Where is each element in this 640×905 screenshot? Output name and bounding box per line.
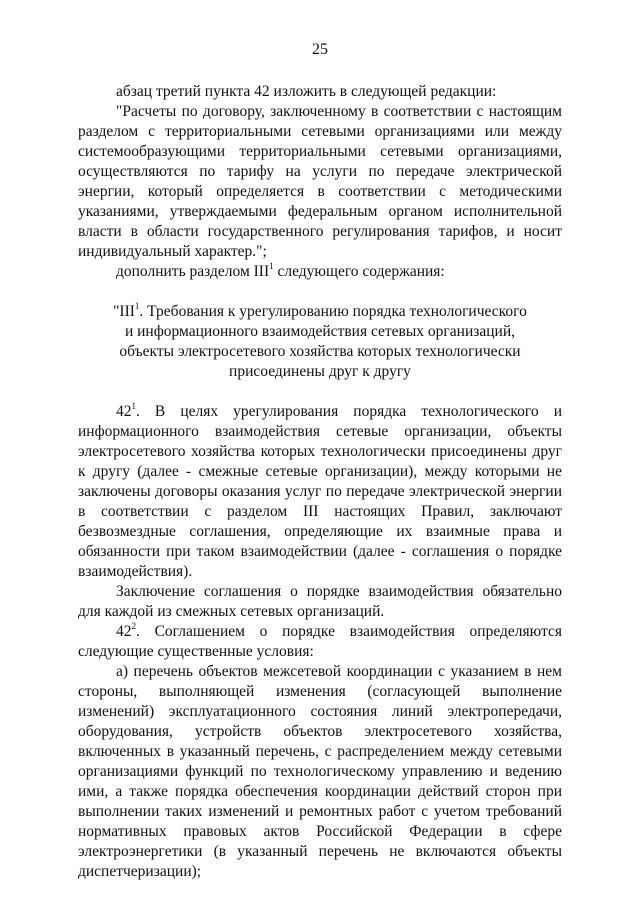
section-heading-line-1: "III$^1$. Требования к урегулированию порядка технологического (113, 300, 527, 320)
section-heading (78, 302, 562, 382)
section-heading-superscript: 1 (134, 300, 140, 311)
paragraph-subitem-a: а) перечень объектов межсетевой координации с указанием в нем стороны, выполняющей изменения (согласующей выполнение изменений) эксплуатационного состояния линий электропередачи, оборудования, устройств объектов электросетевого хозяйства, включенных в указанный перечень, с распределением между сетевыми организациями функций по технологическому управлению и ведению ими, а также порядка обеспечения координации действий сторон при выполнении таких изменений и ремонтных работ с учетом требований нормативных правовых актов Российской Федерации в сфере электроэнергетики (в указанный перечень не включаются объекты диспетчеризации); (78, 663, 562, 880)
add-section-superscript: 1 (269, 260, 274, 271)
item-number: 42 (116, 403, 132, 420)
add-section-text-post: следующего содержания: (273, 263, 445, 280)
page-number: 25 (312, 41, 328, 58)
section-heading-line-3: объекты электросетевого хозяйства которых технологически (119, 343, 521, 360)
item-text: . Соглашением о порядке взаимодействия определяются следующие существенные условия: (78, 623, 562, 660)
paragraph-item-42-1 (78, 402, 562, 582)
section-heading-line-4: присоединены друг к другу (229, 363, 411, 380)
section-heading-line-2: и информационного взаимодействия сетевых организаций, (124, 323, 516, 340)
paragraph-amendment-intro: абзац третий пункта 42 изложить в следующей редакции: (116, 83, 497, 100)
paragraph-agreement-obligation: Заключение соглашения о порядке взаимодействия обязательно для каждой из смежных сетевых организаций. (78, 583, 562, 620)
paragraph-quoted-settlement: "Расчеты по договору, заключенному в соответствии с настоящим разделом с территориальными сетевыми организациями или между системообразующими территориальными сетевыми организациями, осуществляются по тарифу на услуги по передаче электрической энергии, который определяется в соответствии с методическими указаниями, утверждаемыми федеральным органом исполнительной власти в области государственного регулирования тарифов, и носит индивидуальный характер."; (78, 103, 562, 260)
add-section-text-pre: дополнить разделом III (116, 263, 270, 280)
paragraph-add-section (78, 262, 562, 282)
document-body (78, 82, 562, 882)
item-superscript: 1 (131, 400, 136, 411)
item-number: 42 (116, 623, 132, 640)
item-text: . В целях урегулирования порядка технологического и информационного взаимодействия сетевые организации, объекты электросетевого хозяйства которых технологически присоединены друг к другу (далее - смежные сетевые организации), между которыми не заключены договоры оказания услуг по передаче электрической энергии в соответствии с разделом III настоящих Правил, заключают безвозмездные соглашения, определяющие их взаимные права и обязанности при таком взаимодействии (далее - соглашения о порядке взаимодействия). (78, 403, 562, 580)
paragraph-item-42-2 (78, 622, 562, 662)
item-superscript: 2 (131, 620, 136, 631)
